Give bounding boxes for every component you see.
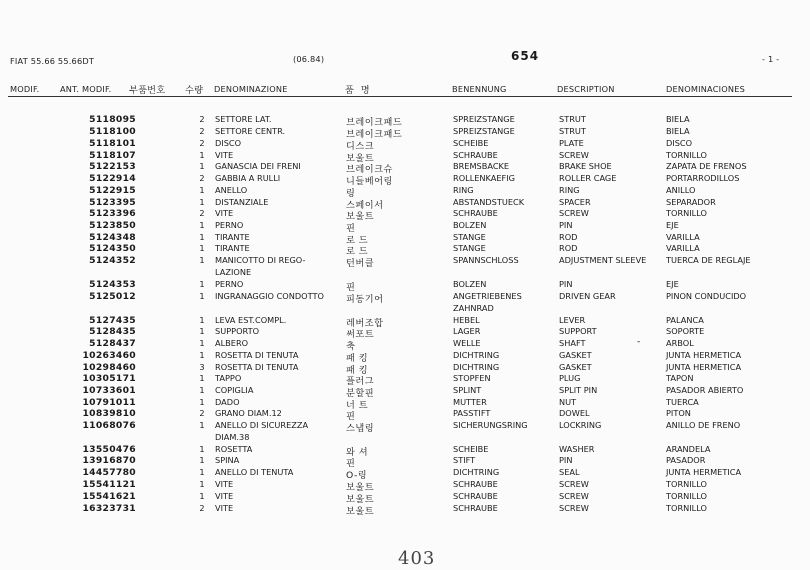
col-part-number: 부품번호 [129, 85, 166, 96]
english-name-cell: ADJUSTMENT SLEEVE [559, 255, 647, 265]
quantity-cell: 2 [199, 126, 205, 136]
quantity-cell: 1 [199, 220, 205, 230]
korean-name-cell: 핀 [346, 411, 356, 422]
italian-name-cell: TIRANTE [215, 232, 250, 242]
english-name-cell: GASKET [559, 362, 592, 372]
quantity-cell: 1 [199, 444, 205, 454]
part-number-cell: 14457780 [82, 467, 136, 478]
italian-name-cell: COPIGLIA [215, 385, 254, 395]
table-row [0, 420, 810, 442]
quantity-cell: 2 [199, 114, 205, 124]
korean-name-cell: 디스크 [346, 141, 375, 152]
quantity-cell: 1 [199, 420, 205, 430]
spanish-name-cell: ARBOL [666, 338, 694, 348]
english-name-cell: PLATE [559, 138, 584, 148]
german-name-cell: ABSTANDSTUECK [453, 197, 525, 207]
quantity-cell: 2 [199, 408, 205, 418]
italian-name-cell: PERNO [215, 220, 244, 230]
spanish-name-cell: VARILLA [666, 243, 700, 253]
col-denominazione: DENOMINAZIONE [214, 84, 288, 94]
quantity-cell: 1 [199, 315, 205, 325]
spanish-name-cell: PORTARRODILLOS [666, 173, 740, 183]
english-name-cell: SCREW [559, 479, 589, 489]
part-number-cell: 15541121 [82, 479, 136, 490]
spanish-name-cell: JUNTA HERMETICA [666, 362, 742, 372]
german-name-cell: RING [453, 185, 474, 195]
german-name-cell: SPREIZSTANGE [453, 114, 515, 124]
korean-name-cell: 보울트 [346, 494, 375, 505]
sheet-number: - 1 - [762, 54, 780, 64]
korean-name-cell: 분할핀 [346, 388, 375, 399]
italian-name-cell: GANASCIA DEI FRENI [215, 161, 301, 171]
part-number-cell: 5118100 [89, 126, 136, 137]
part-number-cell: 10733601 [82, 385, 136, 396]
table-row [0, 279, 810, 291]
korean-name-cell: 브레이크패드 [346, 117, 403, 128]
part-number-cell: 5122915 [89, 185, 136, 196]
part-number-cell: 5127435 [89, 315, 136, 326]
italian-name-cell: ROSETTA DI TENUTA [215, 350, 299, 360]
english-name-cell: NUT [559, 397, 577, 407]
table-row [0, 291, 810, 313]
korean-name-cell: 보울트 [346, 482, 375, 493]
english-name-cell: PIN [559, 455, 573, 465]
table-row [0, 385, 810, 397]
italian-name-cell: LEVA EST.COMPL. [215, 315, 287, 325]
spanish-name-cell: JUNTA HERMETICA [666, 467, 742, 477]
english-name-cell: STRUT [559, 114, 586, 124]
spanish-name-cell: VARILLA [666, 232, 700, 242]
korean-name-cell: 너 트 [346, 400, 369, 411]
table-row [0, 408, 810, 420]
korean-name-cell: 스냅링 [346, 423, 375, 434]
table-row [0, 326, 810, 338]
korean-name-cell: 핀 [346, 282, 356, 293]
spanish-name-cell: PASADOR ABIERTO [666, 385, 744, 395]
english-name-cell: SCREW [559, 150, 589, 160]
german-name-cell: DICHTRING [453, 467, 500, 477]
table-row [0, 243, 810, 255]
table-row [0, 350, 810, 362]
part-number-cell: 5128437 [89, 338, 136, 349]
quantity-cell: 3 [199, 362, 205, 372]
german-name-cell: SCHEIBE [453, 444, 489, 454]
italian-name-cell: VITE [215, 479, 234, 489]
table-row [0, 126, 810, 138]
german-name-cell: STANGE [453, 243, 486, 253]
table-row [0, 467, 810, 479]
german-name-cell: PASSTIFT [453, 408, 491, 418]
german-name-cell: BOLZEN [453, 279, 487, 289]
german-name-cell: SCHRAUBE [453, 503, 498, 513]
quantity-cell: 1 [199, 291, 205, 301]
english-name-cell: SUPPORT [559, 326, 597, 336]
col-ant-modif: ANT. MODIF. [60, 84, 112, 94]
korean-name-cell: O-링 [346, 470, 368, 481]
italian-name-cell: SUPPORTO [215, 326, 260, 336]
english-name-cell: PIN [559, 220, 573, 230]
italian-name-cell: INGRANAGGIO CONDOTTO [215, 291, 324, 301]
korean-name-cell: 브레이크슈 [346, 164, 393, 175]
spanish-name-cell: SOPORTE [666, 326, 705, 336]
korean-name-cell: 핀 [346, 223, 356, 234]
english-name-cell: PLUG [559, 373, 581, 383]
korean-name-cell: 브레이크패드 [346, 129, 403, 140]
korean-name-cell: 보울트 [346, 153, 375, 164]
italian-name-cell: TAPPO [215, 373, 242, 383]
col-quantity: 수량 [185, 85, 204, 96]
english-name-cell: SEAL [559, 467, 580, 477]
quantity-cell: 1 [199, 161, 205, 171]
italian-name-cell: GRANO DIAM.12 [215, 408, 282, 418]
col-modif: MODIF. [10, 84, 40, 94]
quantity-cell: 1 [199, 455, 205, 465]
italian-name-cell: VITE [215, 491, 234, 501]
part-number-cell: 5123395 [89, 197, 136, 208]
quantity-cell: 1 [199, 385, 205, 395]
spanish-name-cell: TUERCA DE REGLAJE [666, 255, 751, 265]
spanish-name-cell: JUNTA HERMETICA [666, 350, 742, 360]
english-name-cell: DOWEL [559, 408, 590, 418]
quantity-cell: 1 [199, 491, 205, 501]
quantity-cell: 1 [199, 479, 205, 489]
german-name-cell: STIFT [453, 455, 476, 465]
spanish-name-cell: TORNILLO [666, 150, 707, 160]
german-name-cell: SCHRAUBE [453, 479, 498, 489]
german-name-cell: ROLLENKAEFIG [453, 173, 516, 183]
quantity-cell: 2 [199, 503, 205, 513]
part-number-cell: 5128435 [89, 326, 136, 337]
korean-name-cell: 턴버클 [346, 258, 375, 269]
english-name-cell: SCREW [559, 491, 589, 501]
italian-name-cell: SETTORE CENTR. [215, 126, 286, 136]
table-row [0, 479, 810, 491]
italian-name-cell: ROSETTA [215, 444, 253, 454]
table-row [0, 255, 810, 277]
german-name-continuation: ZAHNRAD [453, 303, 494, 313]
italian-name-cell: ANELLO DI TENUTA [215, 467, 294, 477]
table-row [0, 173, 810, 185]
quantity-cell: 1 [199, 338, 205, 348]
italian-name-cell: DADO [215, 397, 240, 407]
spanish-name-cell: BIELA [666, 126, 690, 136]
quantity-cell: 1 [199, 243, 205, 253]
part-number-cell: 5118107 [89, 150, 136, 161]
spanish-name-cell: EJE [666, 220, 679, 230]
german-name-cell: BREMSBACKE [453, 161, 510, 171]
quantity-cell: 1 [199, 185, 205, 195]
korean-name-cell: 로 드 [346, 246, 369, 257]
german-name-cell: HEBEL [453, 315, 480, 325]
quantity-cell: 1 [199, 197, 205, 207]
german-name-cell: SPREIZSTANGE [453, 126, 515, 136]
date-label: (06.84) [293, 54, 325, 64]
korean-name-cell: 로 드 [346, 235, 369, 246]
korean-name-cell: 레버조합 [346, 318, 384, 329]
german-name-cell: DICHTRING [453, 350, 500, 360]
col-korean-name: 품 명 [345, 85, 372, 96]
korean-name-cell: 패 킹 [346, 365, 369, 376]
italian-name-cell: ROSETTA DI TENUTA [215, 362, 299, 372]
table-row [0, 455, 810, 467]
part-number-cell: 5125012 [89, 291, 136, 302]
table-row [0, 138, 810, 150]
part-number-cell: 11068076 [82, 420, 136, 431]
english-name-cell: DRIVEN GEAR [559, 291, 616, 301]
part-number-cell: 5118101 [89, 138, 136, 149]
german-name-cell: STOPFEN [453, 373, 491, 383]
german-name-cell: WELLE [453, 338, 481, 348]
spanish-name-cell: ANILLO [666, 185, 696, 195]
spanish-name-cell: DISCO [666, 138, 693, 148]
korean-name-cell: 링 [346, 188, 356, 199]
table-row [0, 338, 810, 350]
part-number-cell: 10263460 [82, 350, 136, 361]
italian-name-cell: ALBERO [215, 338, 249, 348]
italian-name-cell: ANELLO [215, 185, 248, 195]
quantity-cell: 2 [199, 173, 205, 183]
english-name-cell: SCREW [559, 208, 589, 218]
english-name-cell: ROD [559, 232, 578, 242]
spanish-name-cell: ANILLO DE FRENO [666, 420, 741, 430]
german-name-cell: SCHRAUBE [453, 491, 498, 501]
col-description: DESCRIPTION [557, 84, 615, 94]
spanish-name-cell: PALANCA [666, 315, 704, 325]
spanish-name-cell: PASADOR [666, 455, 706, 465]
english-name-cell: PIN [559, 279, 573, 289]
table-row [0, 185, 810, 197]
english-name-cell: BRAKE SHOE [559, 161, 612, 171]
table-row [0, 208, 810, 220]
quantity-cell: 1 [199, 255, 205, 265]
english-name-cell: LOCKRING [559, 420, 602, 430]
part-number-cell: 16323731 [82, 503, 136, 514]
quantity-cell: 1 [199, 150, 205, 160]
korean-name-cell: 써포트 [346, 329, 375, 340]
english-name-cell: SPLIT PIN [559, 385, 598, 395]
korean-name-cell: 축 [346, 341, 356, 352]
part-number-cell: 13550476 [82, 444, 136, 455]
german-name-cell: SCHRAUBE [453, 150, 498, 160]
part-number-cell: 15541621 [82, 491, 136, 502]
english-name-cell: RING [559, 185, 580, 195]
italian-name-cell: SETTORE LAT. [215, 114, 272, 124]
part-number-cell: 5124348 [89, 232, 136, 243]
english-name-cell: ROLLER CAGE [559, 173, 617, 183]
part-number-cell: 5123396 [89, 208, 136, 219]
german-name-cell: MUTTER [453, 397, 487, 407]
german-name-cell: SCHRAUBE [453, 208, 498, 218]
spanish-name-cell: PINON CONDUCIDO [666, 291, 747, 301]
spanish-name-cell: TORNILLO [666, 491, 707, 501]
model-title: FIAT 55.66 55.66DT [10, 56, 95, 66]
quantity-cell: 1 [199, 326, 205, 336]
part-number-cell: 13916870 [82, 455, 136, 466]
german-name-cell: SCHEIBE [453, 138, 489, 148]
part-number-cell: 5122153 [89, 161, 136, 172]
korean-name-cell: 플러그 [346, 376, 375, 387]
table-row [0, 373, 810, 385]
table-row [0, 503, 810, 515]
english-name-cell: ROD [559, 243, 578, 253]
spanish-name-cell: TORNILLO [666, 479, 707, 489]
spanish-name-cell: TORNILLO [666, 503, 707, 513]
part-number-cell: 5124352 [89, 255, 136, 266]
german-name-cell: BOLZEN [453, 220, 487, 230]
header-rule [8, 96, 792, 97]
table-row [0, 161, 810, 173]
english-name-cell: SPACER [559, 197, 591, 207]
spanish-name-cell: TORNILLO [666, 208, 707, 218]
italian-name-cell: DISCO [215, 138, 242, 148]
part-number-cell: 5123850 [89, 220, 136, 231]
italian-name-cell: PERNO [215, 279, 244, 289]
italian-name-continuation: DIAM.38 [215, 432, 250, 442]
korean-name-cell: 스페이서 [346, 200, 384, 211]
spanish-name-cell: ZAPATA DE FRENOS [666, 161, 747, 171]
table-row [0, 491, 810, 503]
part-number-cell: 5124353 [89, 279, 136, 290]
german-name-cell: STANGE [453, 232, 486, 242]
part-number-cell: 10298460 [82, 362, 136, 373]
korean-name-cell: 피동기어 [346, 294, 384, 305]
english-name-cell: WASHER [559, 444, 595, 454]
spanish-name-cell: BIELA [666, 114, 690, 124]
italian-name-cell: ANELLO DI SICUREZZA [215, 420, 309, 430]
german-name-cell: SPLINT [453, 385, 482, 395]
german-name-cell: SPANNSCHLOSS [453, 255, 519, 265]
table-row [0, 114, 810, 126]
italian-name-cell: DISTANZIALE [215, 197, 269, 207]
english-name-cell: SHAFT [559, 338, 586, 348]
table-row [0, 220, 810, 232]
stray-mark: - [637, 337, 641, 347]
quantity-cell: 1 [199, 279, 205, 289]
part-number-cell: 5124350 [89, 243, 136, 254]
quantity-cell: 1 [199, 373, 205, 383]
italian-name-cell: VITE [215, 503, 234, 513]
quantity-cell: 1 [199, 232, 205, 242]
part-number-cell: 5118095 [89, 114, 136, 125]
italian-name-cell: SPINA [215, 455, 240, 465]
col-benennung: BENENNUNG [452, 84, 507, 94]
german-name-cell: LAGER [453, 326, 481, 336]
part-number-cell: 10791011 [82, 397, 136, 408]
german-name-cell: DICHTRING [453, 362, 500, 372]
spanish-name-cell: TUERCA [666, 397, 699, 407]
handwritten-page-note: 403 [398, 548, 436, 569]
quantity-cell: 2 [199, 208, 205, 218]
quantity-cell: 1 [199, 397, 205, 407]
quantity-cell: 2 [199, 138, 205, 148]
korean-name-cell: 보울트 [346, 211, 375, 222]
page-number: 654 [511, 49, 540, 63]
korean-name-cell: 니들베어링 [346, 176, 393, 187]
quantity-cell: 1 [199, 467, 205, 477]
part-number-cell: 5122914 [89, 173, 136, 184]
spanish-name-cell: ARANDELA [666, 444, 711, 454]
english-name-cell: STRUT [559, 126, 586, 136]
italian-name-continuation: LAZIONE [215, 267, 252, 277]
italian-name-cell: VITE [215, 150, 234, 160]
spanish-name-cell: TAPON [666, 373, 694, 383]
korean-name-cell: 와 셔 [346, 447, 369, 458]
english-name-cell: SCREW [559, 503, 589, 513]
spanish-name-cell: EJE [666, 279, 679, 289]
korean-name-cell: 보울트 [346, 506, 375, 517]
spanish-name-cell: SEPARADOR [666, 197, 716, 207]
spanish-name-cell: PITON [666, 408, 691, 418]
korean-name-cell: 핀 [346, 458, 356, 469]
korean-name-cell: 패 킹 [346, 353, 369, 364]
english-name-cell: LEVER [559, 315, 586, 325]
english-name-cell: GASKET [559, 350, 592, 360]
german-name-cell: SICHERUNGSRING [453, 420, 528, 430]
part-number-cell: 10839810 [82, 408, 136, 419]
italian-name-cell: GABBIA A RULLI [215, 173, 281, 183]
italian-name-cell: TIRANTE [215, 243, 250, 253]
italian-name-cell: VITE [215, 208, 234, 218]
italian-name-cell: MANICOTTO DI REGO- [215, 255, 306, 265]
part-number-cell: 10305171 [82, 373, 136, 384]
quantity-cell: 1 [199, 350, 205, 360]
german-name-cell: ANGETRIEBENES [453, 291, 522, 301]
col-denominaciones: DENOMINACIONES [666, 84, 745, 94]
